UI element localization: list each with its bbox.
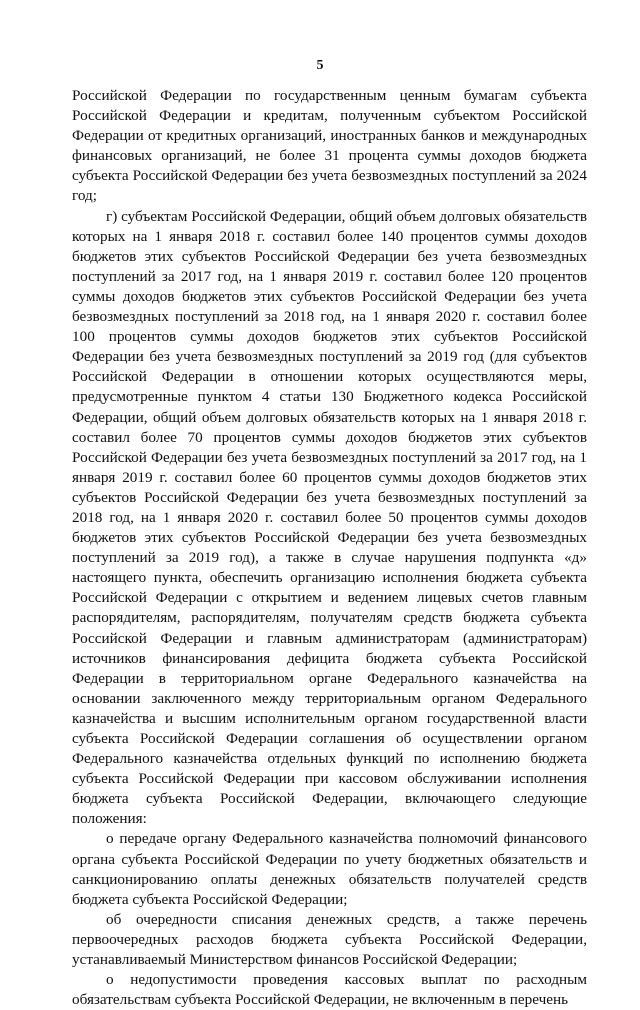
document-body	[72, 86, 587, 1010]
paragraph-subitem-g: г) субъектам Российской Федерации, общий объем долговых обязательств которых на 1 января 2018 г. составил более 140 процентов суммы доходов бюджетов этих субъектов Российской Федерации без учета безвозмездных поступлений за 2017 год, на 1 января 2019 г. составил более 120 процентов суммы доходов бюджетов этих субъектов Российской Федерации без учета безвозмездных поступлений за 2018 год, на 1 января 2020 г. составил более 100 процентов суммы доходов бюджетов этих субъектов Российской Федерации без учета безвозмездных поступлений за 2019 год (для субъектов Российской Федерации в отношении которых осуществляются меры, предусмотренные пунктом 4 статьи 130 Бюджетного кодекса Российской Федерации, общий объем долговых обязательств которых на 1 января 2018 г. составил более 70 процентов суммы доходов бюджетов этих субъектов Российской Федерации без учета безвозмездных поступлений за 2017 год, на 1 января 2019 г. составил более 60 процентов суммы доходов бюджетов этих субъектов Российской Федерации без учета безвозмездных поступлений за 2018 год, на 1 января 2020 г. составил более 50 процентов суммы доходов бюджетов этих субъектов Российской Федерации без учета безвозмездных поступлений за 2019 год), а также в случае нарушения подпункта «д» настоящего пункта, обеспечить организацию исполнения бюджета субъекта Российской Федерации с открытием и ведением лицевых счетов главным распорядителям, распорядителям, получателям средств бюджета субъекта Российской Федерации и главным администраторам (администраторам) источников финансирования дефицита бюджета субъекта Российской Федерации в территориальном органе Федерального казначейства на основании заключенного между территориальным органом Федерального казначейства и высшим исполнительным органом государственной власти субъекта Российской Федерации соглашения об осуществлении органом Федерального казначейства отдельных функций по исполнению бюджета субъекта Российской Федерации при кассовом обслуживании исполнения бюджета субъекта Российской Федерации, включающего следующие положения:	[72, 207, 587, 828]
paragraph-provision-transfer: о передаче органу Федерального казначейства полномочий финансового органа субъекта Российской Федерации по учету бюджетных обязательств и санкционированию оплаты денежных обязательств получателей средств бюджета субъекта Российской Федерации;	[72, 830, 587, 908]
paragraph-continuation: Российской Федерации по государственным ценным бумагам субъекта Российской Федерации и кредитам, полученным субъектом Российской Федерации от кредитных организаций, иностранных банков и международных финансовых организаций, не более 31 процента суммы доходов бюджета субъекта Российской Федерации без учета безвозмездных поступлений за 2024 год;	[72, 87, 587, 205]
paragraph-provision-inadmissibility: о недопустимости проведения кассовых выплат по расходным обязательствам субъекта Российской Федерации, не включенным в перечень	[72, 971, 587, 1009]
paragraph-provision-priority: об очередности списания денежных средств, а также перечень первоочередных расходов бюджета субъекта Российской Федерации, устанавливаемый Министерством финансов Российской Федерации;	[72, 910, 587, 969]
page-number: 5	[316, 58, 324, 73]
